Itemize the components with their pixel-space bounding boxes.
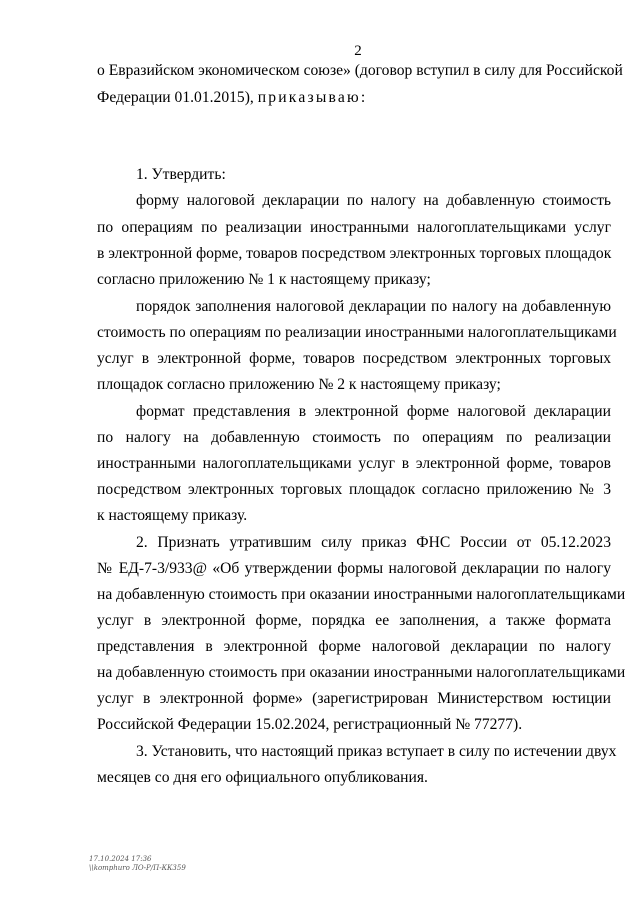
text-line: № ЕД-7-3/933@ «Об утверждении формы налоговой декларации по налогу [97,560,611,577]
text-line: услуг в электронной форме» (зарегистрирован Министерством юстиции [97,690,611,707]
text-line: услуг в электронной форме, порядка ее заполнения, а также формата [97,612,611,629]
text-line: 3. Установить, что настоящий приказ вступает в силу по истечении двух [136,743,617,760]
text-line: услуг в электронной форме, товаров посредством электронных торговых [97,350,611,367]
text-line: по налогу на добавленную стоимость по операциям по реализации [97,429,611,446]
text-line: на добавленную стоимость при оказании иностранными налогоплательщиками [97,586,626,603]
text-line [97,88,611,108]
text-line: иностранными налогоплательщиками услуг в электронной форме, товаров [97,455,611,472]
footer-timestamp: 17.10.2024 17:36 [89,855,152,863]
text-fragment: Федерации 01.01.2015), [97,89,254,106]
page-number: 2 [354,43,362,59]
text-line: площадок согласно приложению № 2 к настоящему приказу; [97,376,501,393]
text-line: формат представления в электронной форме налоговой декларации [136,403,611,420]
text-line: представления в электронной форме налоговой декларации по налогу [97,638,611,655]
text-line: в электронной форме, товаров посредством электронных торговых площадок [97,245,612,262]
text-line: посредством электронных торговых площадок согласно приложению № 3 [97,481,611,498]
footer-stamp: \\komphuro ЛО-Р/П-КК359 [89,864,186,872]
text-line: Российской Федерации 15.02.2024, регистрационный № 77277). [97,716,523,733]
text-line: порядок заполнения налоговой декларации по налогу на добавленную [136,298,611,315]
text-line: по операциям по реализации иностранными налогоплательщиками услуг [97,219,611,236]
text-line: на добавленную стоимость при оказании иностранными налогоплательщиками [97,664,626,681]
text-line: к настоящему приказу. [97,507,248,524]
text-line: о Евразийском экономическом союзе» (договор вступил в силу для Российской [97,62,623,79]
text-line: согласно приложению № 1 к настоящему приказу; [97,271,431,288]
text-line: стоимость по операциям по реализации иностранными налогоплательщиками [97,324,617,341]
section-heading: 1. Утвердить: [136,166,226,183]
text-line: форму налоговой декларации по налогу на добавленную стоимость [136,192,611,209]
text-line: месяцев со дня его официального опубликования. [97,769,428,786]
order-keyword: приказываю: [257,89,368,106]
text-line: 2. Признать утратившим силу приказ ФНС России от 05.12.2023 [136,534,611,551]
